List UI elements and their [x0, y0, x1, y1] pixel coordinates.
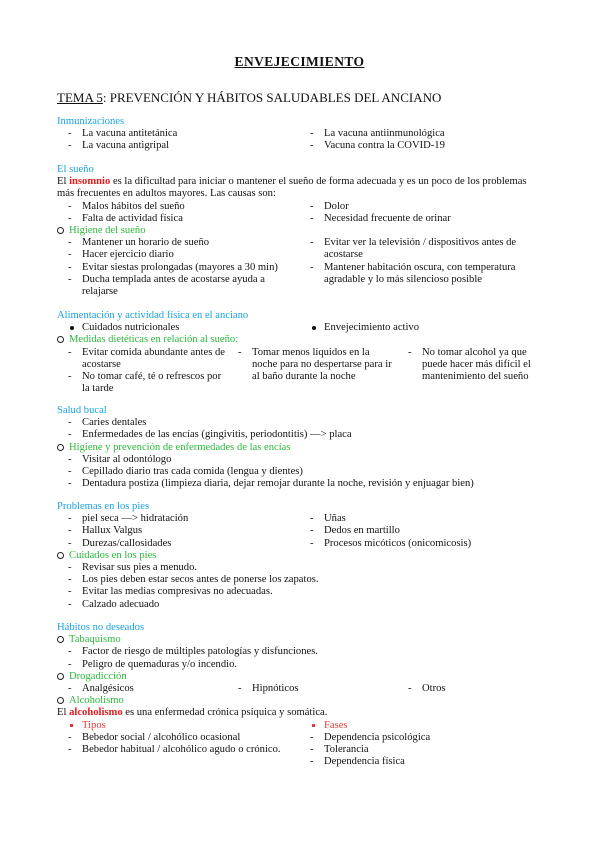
list-item: - La vacuna antitetánica	[57, 128, 299, 140]
insomnio-paragraph: El insomnio es la dificultad para iniciar o mantener el sueño de forma adecuada y es un poco de los problemas más frecuentes en adultos mayores. Las causas son:	[57, 176, 527, 200]
list-item: - Vacuna contra la COVID-19	[299, 140, 542, 152]
list-item: - Evitar siestas prolongadas (mayores a 30 min)	[57, 262, 299, 274]
list-item: - No tomar café, té o refrescos por la tarde	[57, 371, 227, 395]
heading-inmunizaciones: Inmunizaciones	[57, 116, 125, 127]
section-sueno	[57, 164, 542, 298]
list-item: - Dolor	[299, 201, 542, 213]
list-item: - Hacer ejercicio diario	[57, 249, 299, 261]
subheading-higiene-encias: Higiene y prevención de enfermedades de las encías	[57, 442, 542, 454]
list-item: - Peligro de quemaduras y/o incendio.	[57, 659, 542, 671]
list-item: - Revisar sus pies a menudo.	[57, 562, 542, 574]
section-habitos	[57, 622, 542, 768]
heading-sueno: El sueño	[57, 164, 94, 175]
list-item: - No tomar alcohol ya que puede hacer más difícil el mantenimiento del sueño	[397, 347, 542, 384]
section-alimentacion	[57, 310, 542, 395]
list-item: - Enfermedades de las encías (gingivitis, periodontitis) —> placa	[57, 429, 542, 441]
list-item: - Hipnóticos	[227, 683, 397, 695]
subheading-alcoholismo: Alcoholismo	[57, 695, 542, 707]
list-item: - Mantener un horario de sueño	[57, 237, 299, 249]
alcoholismo-term: alcoholismo	[69, 707, 123, 719]
list-item: - Bebedor social / alcohólico ocasional	[57, 732, 299, 744]
list-item: - Evitar ver la televisión / dispositivos antes de acostarse	[299, 237, 542, 261]
list-item: - Calzado adecuado	[57, 599, 542, 611]
list-item: - Procesos micóticos (onicomicosis)	[299, 538, 542, 550]
document-subtitle	[57, 90, 441, 105]
list-item: - Necesidad frecuente de orinar	[299, 213, 542, 225]
list-item: - Tolerancia	[299, 744, 542, 756]
list-item: - Ducha templada antes de acostarse ayuda a relajarse	[57, 274, 299, 298]
list-item: - La vacuna antiinmunológica	[299, 128, 542, 140]
section-inmunizaciones	[57, 116, 542, 153]
fases-label: Fases	[299, 720, 542, 732]
list-item: - Dentadura postiza (limpieza diaria, dejar remojar durante la noche, revisión y enjuagar bien)	[57, 478, 542, 490]
list-item: - Caries dentales	[57, 417, 542, 429]
list-item: - Durezas/callosidades	[57, 538, 299, 550]
subheading-tabaquismo: Tabaquismo	[57, 634, 542, 646]
list-item: - Malos hábitos del sueño	[57, 201, 299, 213]
section-salud-bucal	[57, 405, 542, 490]
list-item: - Otros	[397, 683, 542, 695]
subheading-cuidados-pies: Cuidados en los pies	[57, 550, 542, 562]
heading-alimentacion: Alimentación y actividad física en el anciano	[57, 310, 249, 321]
list-item: - Analgésicos	[57, 683, 227, 695]
list-item: - Mantener habitación oscura, con temperatura agradable y lo más silencioso posible	[299, 262, 542, 286]
list-item: - Tomar menos líquidos en la noche para no despertarse para ir al baño durante la noche	[227, 347, 397, 384]
tema-text: : PREVENCIÓN Y HÁBITOS SALUDABLES DEL ANCIANO	[102, 90, 442, 105]
insomnio-term: insomnio	[69, 176, 111, 188]
subheading-higiene-sueno: Higiene del sueño	[57, 225, 542, 237]
heading-salud-bucal: Salud bucal	[57, 405, 107, 416]
list-item: - La vacuna antigripal	[57, 140, 299, 152]
list-item: - Dependencia física	[299, 756, 542, 768]
subheading-medidas-dieteticas: Medidas dietéticas en relación al sueño:	[57, 334, 542, 346]
subheading-drogadiccion: Drogadicción	[57, 671, 542, 683]
list-item: - Los pies deben estar secos antes de ponerse los zapatos.	[57, 574, 542, 586]
document-title: ENVEJECIMIENTO	[234, 54, 365, 69]
bullet-item: Envejecimiento activo	[299, 322, 542, 334]
list-item: - Uñas	[299, 513, 542, 525]
list-item: - Visitar al odontólogo	[57, 454, 542, 466]
list-item: - Evitar las medias compresivas no adecuadas.	[57, 586, 542, 598]
bullet-item: Cuidados nutricionales	[57, 322, 299, 334]
heading-habitos: Hábitos no deseados	[57, 622, 145, 633]
heading-pies: Problemas en los pies	[57, 501, 150, 512]
list-item: - Dedos en martillo	[299, 525, 542, 537]
list-item: - Dependencia psicológica	[299, 732, 542, 744]
list-item: - Evitar comida abundante antes de acostarse	[57, 347, 227, 371]
tipos-label: Tipos	[57, 720, 299, 732]
list-item: - piel seca —> hidratación	[57, 513, 299, 525]
list-item: - Cepillado diario tras cada comida (lengua y dientes)	[57, 466, 542, 478]
list-item: - Hallux Valgus	[57, 525, 299, 537]
list-item: - Bebedor habitual / alcohólico agudo o crónico.	[57, 744, 299, 756]
tema-label: TEMA 5	[57, 90, 103, 105]
list-item: - Falta de actividad física	[57, 213, 299, 225]
alcoholismo-paragraph: El alcoholismo es una enfermedad crónica psíquica y somática.	[57, 707, 328, 719]
list-item: - Factor de riesgo de múltiples patologías y disfunciones.	[57, 646, 542, 658]
section-pies	[57, 501, 542, 611]
